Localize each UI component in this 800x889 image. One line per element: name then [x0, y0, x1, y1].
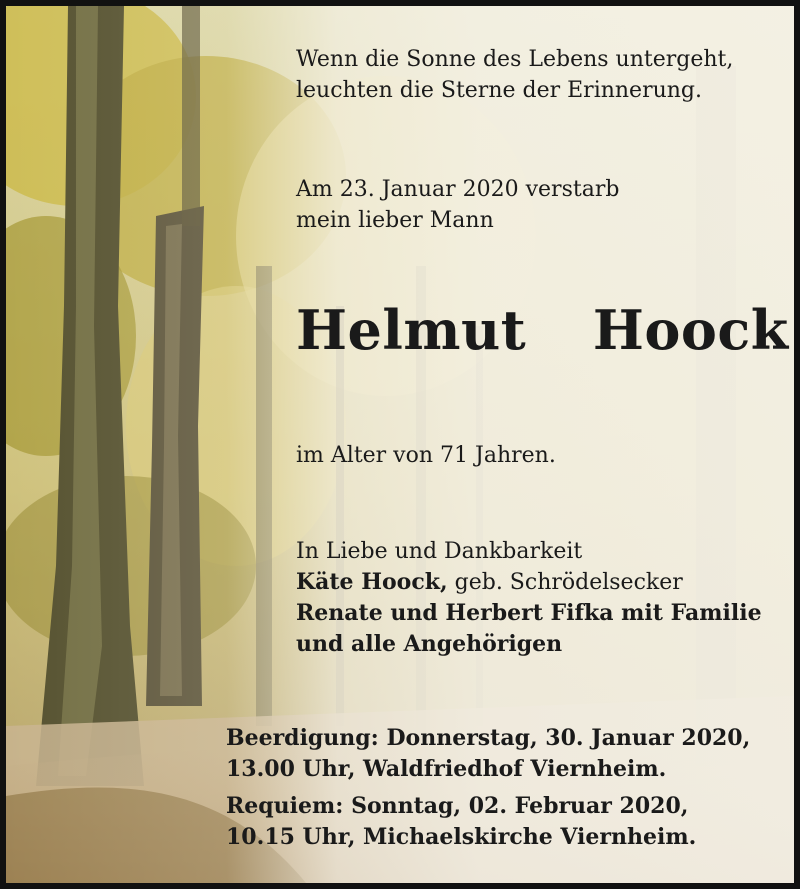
verse-line-1: Wenn die Sonne des Lebens untergeht,	[296, 47, 734, 72]
service-details	[226, 723, 750, 853]
memorial-verse	[296, 44, 733, 106]
mourners-block	[296, 536, 762, 660]
mourners-family: Renate und Herbert Fifka mit Familie	[296, 600, 762, 626]
verse-line-2: leuchten die Sterne der Erinnerung.	[296, 78, 703, 103]
requiem-line-1: Requiem: Sonntag, 02. Februar 2020,	[226, 793, 689, 819]
death-announcement	[296, 174, 619, 236]
mourners-intro: In Liebe und Dankbarkeit	[296, 539, 583, 564]
mourners-relatives: und alle Angehörigen	[296, 631, 563, 657]
funeral-line-2: 13.00 Uhr, Waldfriedhof Viernheim.	[226, 756, 667, 782]
widow-birth-name: geb. Schrödelsecker	[447, 570, 683, 595]
requiem-line-2: 10.15 Uhr, Michaelskirche Viernheim.	[226, 824, 697, 850]
funeral-line-1: Beerdigung: Donnerstag, 30. Januar 2020,	[226, 725, 751, 751]
announcement-line-1: Am 23. Januar 2020 verstarb	[296, 177, 620, 202]
widow-name: Käte Hoock,	[296, 569, 448, 595]
deceased-name: Helmut Hoock	[296, 298, 789, 362]
age-at-death: im Alter von 71 Jahren.	[296, 443, 556, 468]
announcement-line-2: mein lieber Mann	[296, 208, 494, 233]
